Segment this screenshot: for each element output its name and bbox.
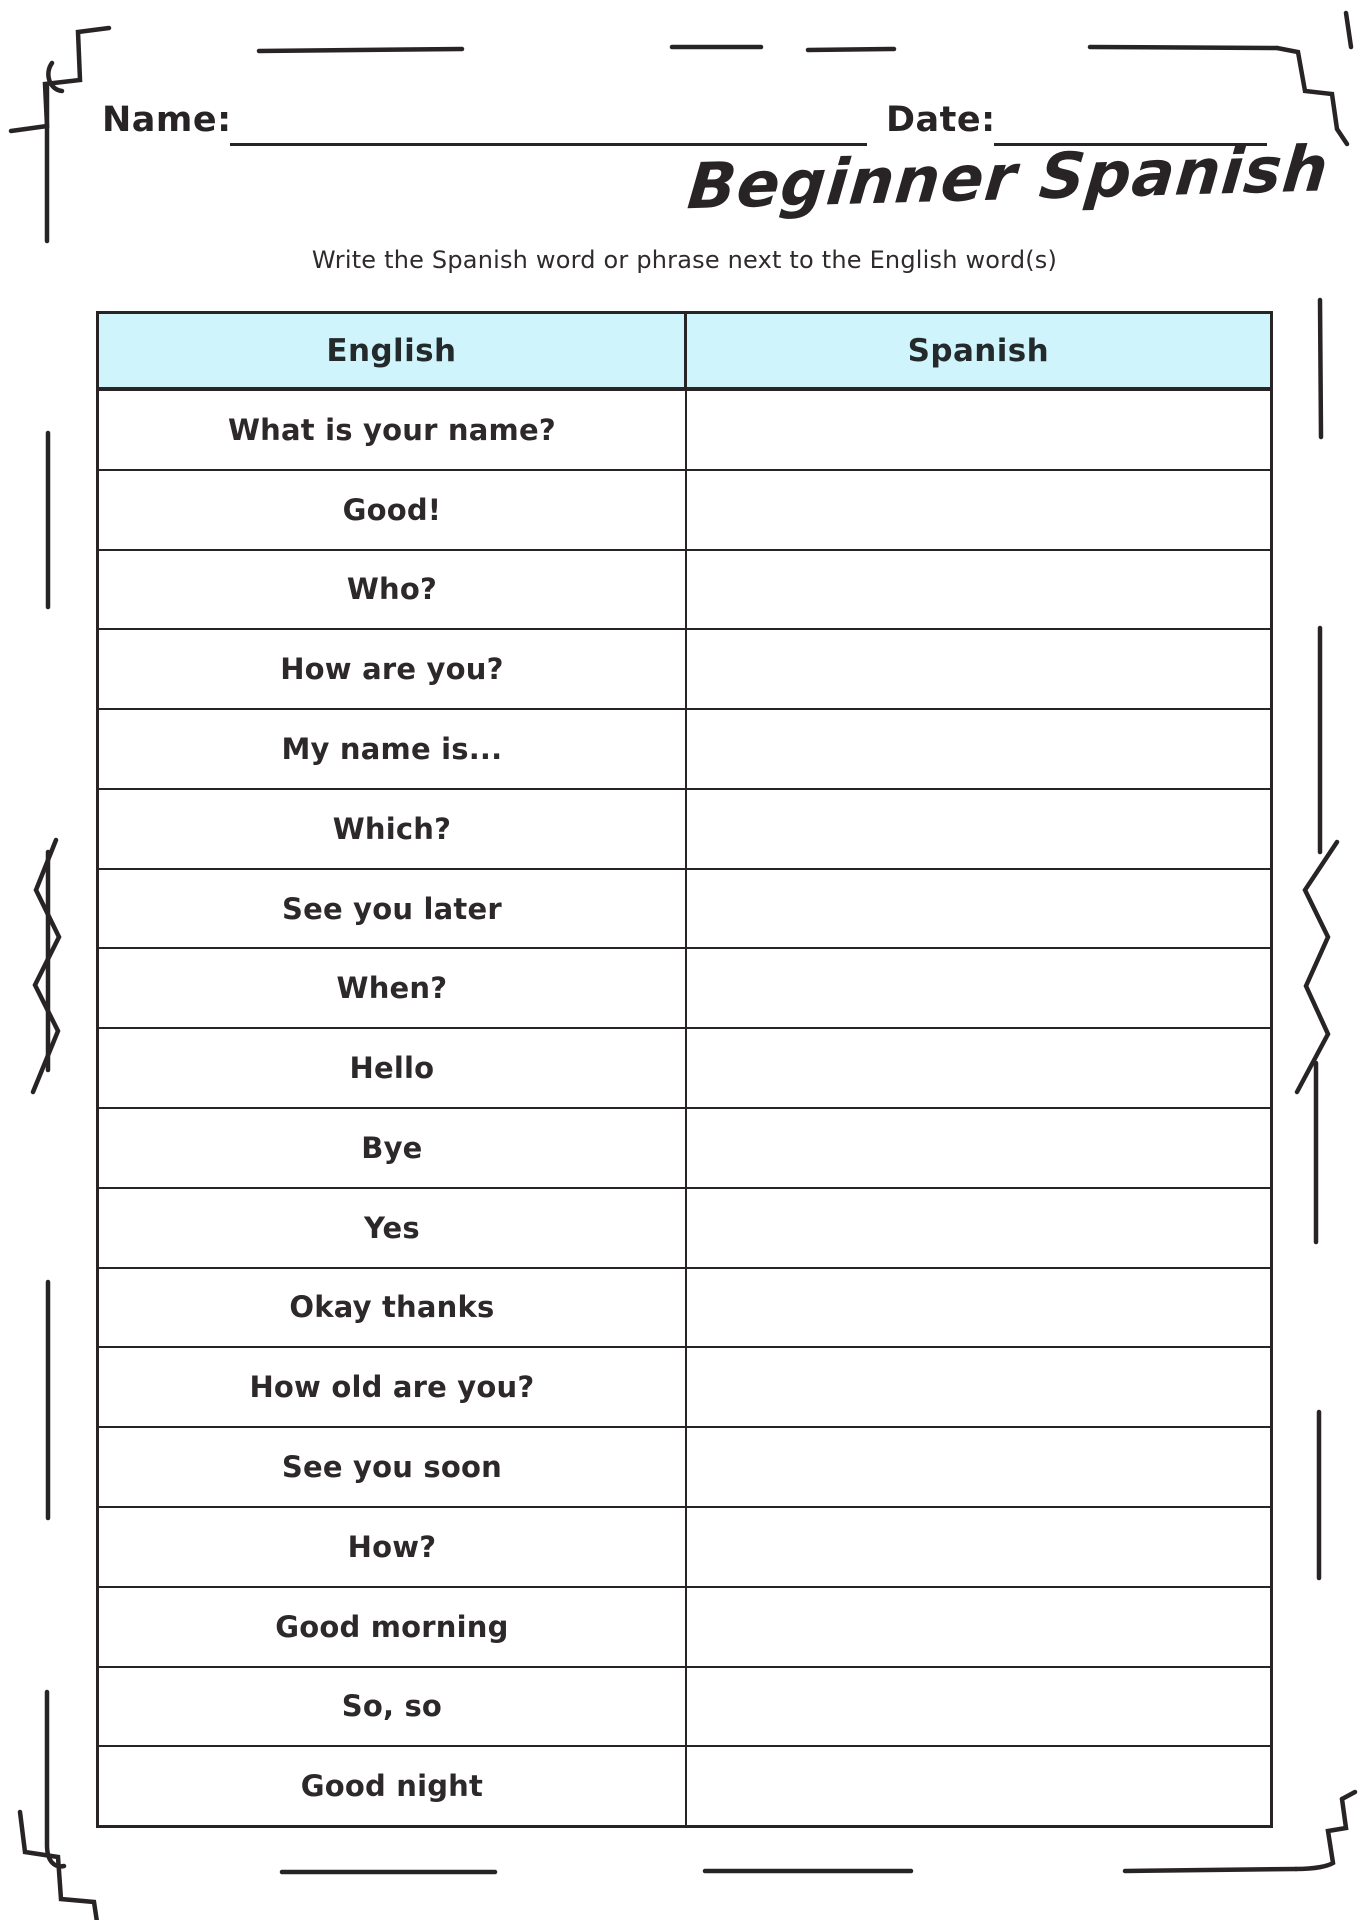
spanish-answer-cell[interactable] <box>687 1508 1270 1586</box>
english-phrase: How are you? <box>280 652 504 687</box>
instruction-text: Write the Spanish word or phrase next to the English word(s) <box>311 246 1058 274</box>
table-row <box>99 788 1270 868</box>
english-column-header: English <box>326 332 457 369</box>
english-phrase: Hello <box>349 1051 435 1086</box>
vocabulary-table <box>96 311 1273 1828</box>
table-row <box>99 708 1270 788</box>
table-row <box>99 469 1270 549</box>
english-phrase: Which? <box>332 811 452 846</box>
english-cell <box>99 471 687 549</box>
table-header-row <box>99 314 1270 391</box>
table-row <box>99 947 1270 1027</box>
english-cell <box>99 1269 687 1347</box>
bottom-left-corner-doodle <box>20 1692 97 1920</box>
english-phrase: Okay thanks <box>289 1290 495 1325</box>
spanish-answer-cell[interactable] <box>687 949 1270 1027</box>
english-cell <box>99 1029 687 1107</box>
spanish-answer-cell[interactable] <box>687 630 1270 708</box>
spanish-answer-cell[interactable] <box>687 1588 1270 1666</box>
header-cell-spanish <box>687 314 1270 387</box>
spanish-answer-cell[interactable] <box>687 1747 1270 1825</box>
english-phrase: So, so <box>341 1689 443 1724</box>
table-row <box>99 1267 1270 1347</box>
spanish-column-header: Spanish <box>907 332 1050 369</box>
spanish-answer-cell[interactable] <box>687 1428 1270 1506</box>
bottom-right-corner-doodle <box>1296 1792 1355 1869</box>
english-phrase: See you later <box>281 891 502 926</box>
english-cell <box>99 1428 687 1506</box>
english-cell <box>99 949 687 1027</box>
english-phrase: Good night <box>300 1769 484 1804</box>
spanish-answer-cell[interactable] <box>687 1269 1270 1347</box>
english-cell <box>99 1668 687 1746</box>
english-phrase: How? <box>347 1529 437 1564</box>
table-row <box>99 1107 1270 1187</box>
spanish-answer-cell[interactable] <box>687 790 1270 868</box>
english-cell <box>99 790 687 868</box>
header-cell-english <box>99 314 687 387</box>
table-row <box>99 868 1270 948</box>
english-cell <box>99 870 687 948</box>
spanish-answer-cell[interactable] <box>687 710 1270 788</box>
top-right-corner-doodle <box>1277 13 1351 144</box>
top-border-lines <box>259 47 1277 51</box>
english-cell <box>99 1588 687 1666</box>
english-phrase: What is your name? <box>227 412 556 447</box>
name-label: Name: <box>102 100 232 140</box>
english-cell <box>99 1109 687 1187</box>
date-label: Date: <box>886 100 996 140</box>
table-row <box>99 549 1270 629</box>
english-phrase: Good! <box>342 492 442 527</box>
english-phrase: How old are you? <box>249 1370 535 1405</box>
english-phrase: When? <box>336 971 448 1006</box>
english-phrase: My name is... <box>281 732 503 767</box>
english-phrase: See you soon <box>281 1450 502 1485</box>
english-phrase: Bye <box>361 1130 423 1165</box>
spanish-answer-cell[interactable] <box>687 1348 1270 1426</box>
table-row <box>99 1346 1270 1426</box>
spanish-answer-cell[interactable] <box>687 551 1270 629</box>
right-border-doodles <box>1297 300 1337 1578</box>
english-cell <box>99 630 687 708</box>
english-phrase: Who? <box>346 572 437 607</box>
english-cell <box>99 551 687 629</box>
english-phrase: Good morning <box>275 1609 509 1644</box>
left-border-doodles <box>33 433 59 1518</box>
english-phrase: Yes <box>363 1210 420 1245</box>
spanish-answer-cell[interactable] <box>687 1668 1270 1746</box>
table-row <box>99 1426 1270 1506</box>
english-cell <box>99 710 687 788</box>
top-left-corner-doodle <box>11 28 109 241</box>
table-row <box>99 628 1270 708</box>
english-cell <box>99 1508 687 1586</box>
table-row <box>99 1745 1270 1825</box>
name-fill-in-line[interactable] <box>230 143 867 146</box>
english-cell <box>99 1747 687 1825</box>
table-row <box>99 1506 1270 1586</box>
table-row <box>99 391 1270 469</box>
bottom-border-lines <box>282 1869 1296 1872</box>
spanish-answer-cell[interactable] <box>687 471 1270 549</box>
page-title: Beginner Spanish <box>684 132 1332 224</box>
english-cell <box>99 391 687 469</box>
spanish-answer-cell[interactable] <box>687 1109 1270 1187</box>
table-row <box>99 1187 1270 1267</box>
table-row <box>99 1586 1270 1666</box>
table-row <box>99 1666 1270 1746</box>
spanish-answer-cell[interactable] <box>687 870 1270 948</box>
english-cell <box>99 1348 687 1426</box>
spanish-answer-cell[interactable] <box>687 1189 1270 1267</box>
english-cell <box>99 1189 687 1267</box>
spanish-answer-cell[interactable] <box>687 391 1270 469</box>
table-row <box>99 1027 1270 1107</box>
spanish-answer-cell[interactable] <box>687 1029 1270 1107</box>
